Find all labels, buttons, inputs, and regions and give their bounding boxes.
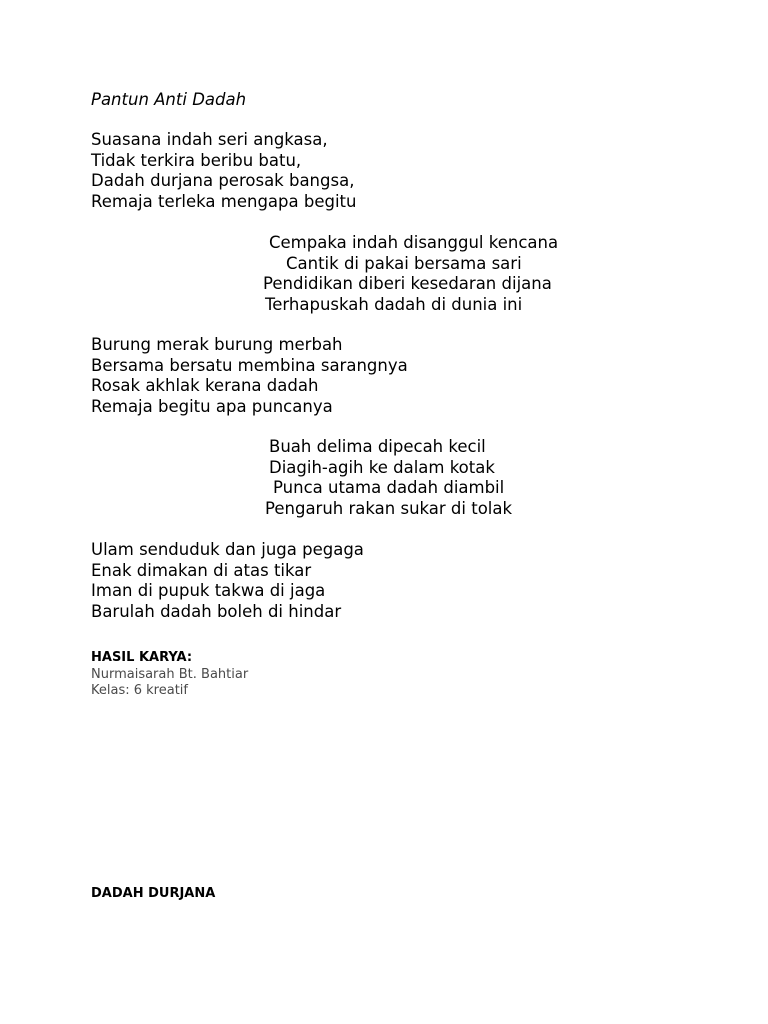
stanza-line: Rosak akhlak kerana dadah [91, 376, 319, 395]
stanza-line: Punca utama dadah diambil [273, 478, 505, 497]
stanza-line: Cempaka indah disanggul kencana [269, 233, 559, 252]
stanza-line: Pengaruh rakan sukar di tolak [265, 498, 513, 518]
poem-title: Pantun Anti Dadah [91, 90, 247, 109]
stanza-line: Buah delima dipecah kecil [269, 437, 486, 456]
author-name: Nurmaisarah Bt. Bahtiar [91, 666, 249, 682]
credits-block [91, 650, 248, 700]
stanza-line: Burung merak burung merbah [91, 335, 343, 354]
stanza-3 [91, 335, 408, 417]
section-heading: DADAH DURJANA [91, 886, 216, 901]
stanza-1 [91, 130, 356, 212]
stanza-line: Cantik di pakai bersama sari [286, 253, 522, 273]
stanza-line: Enak dimakan di atas tikar [91, 560, 312, 580]
stanza-line: Diagih-agih ke dalam kotak [269, 457, 495, 477]
stanza-line: Terhapuskah dadah di dunia ini [265, 294, 523, 314]
stanza-line: Iman di pupuk takwa di jaga [91, 581, 326, 600]
stanza-line: Pendidikan diberi kesedaran dijana [263, 274, 552, 293]
stanza-line: Dadah durjana perosak bangsa, [91, 171, 355, 190]
stanza-line: Remaja terleka mengapa begitu [91, 191, 357, 211]
stanza-line: Ulam senduduk dan juga pegaga [91, 540, 364, 559]
stanza-line: Barulah dadah boleh di hindar [91, 601, 342, 621]
stanza-line: Bersama bersatu membina sarangnya [91, 355, 408, 375]
class-label: Kelas: 6 kreatif [91, 683, 188, 698]
stanza-4 [264, 437, 512, 519]
stanza-5 [91, 540, 364, 622]
credits-heading: HASIL KARYA: [91, 650, 193, 665]
stanza-line: Remaja begitu apa puncanya [91, 396, 333, 416]
stanza-line: Suasana indah seri angkasa, [91, 130, 328, 149]
stanza-line: Tidak terkira beribu batu, [91, 150, 302, 170]
stanza-2 [263, 233, 558, 315]
